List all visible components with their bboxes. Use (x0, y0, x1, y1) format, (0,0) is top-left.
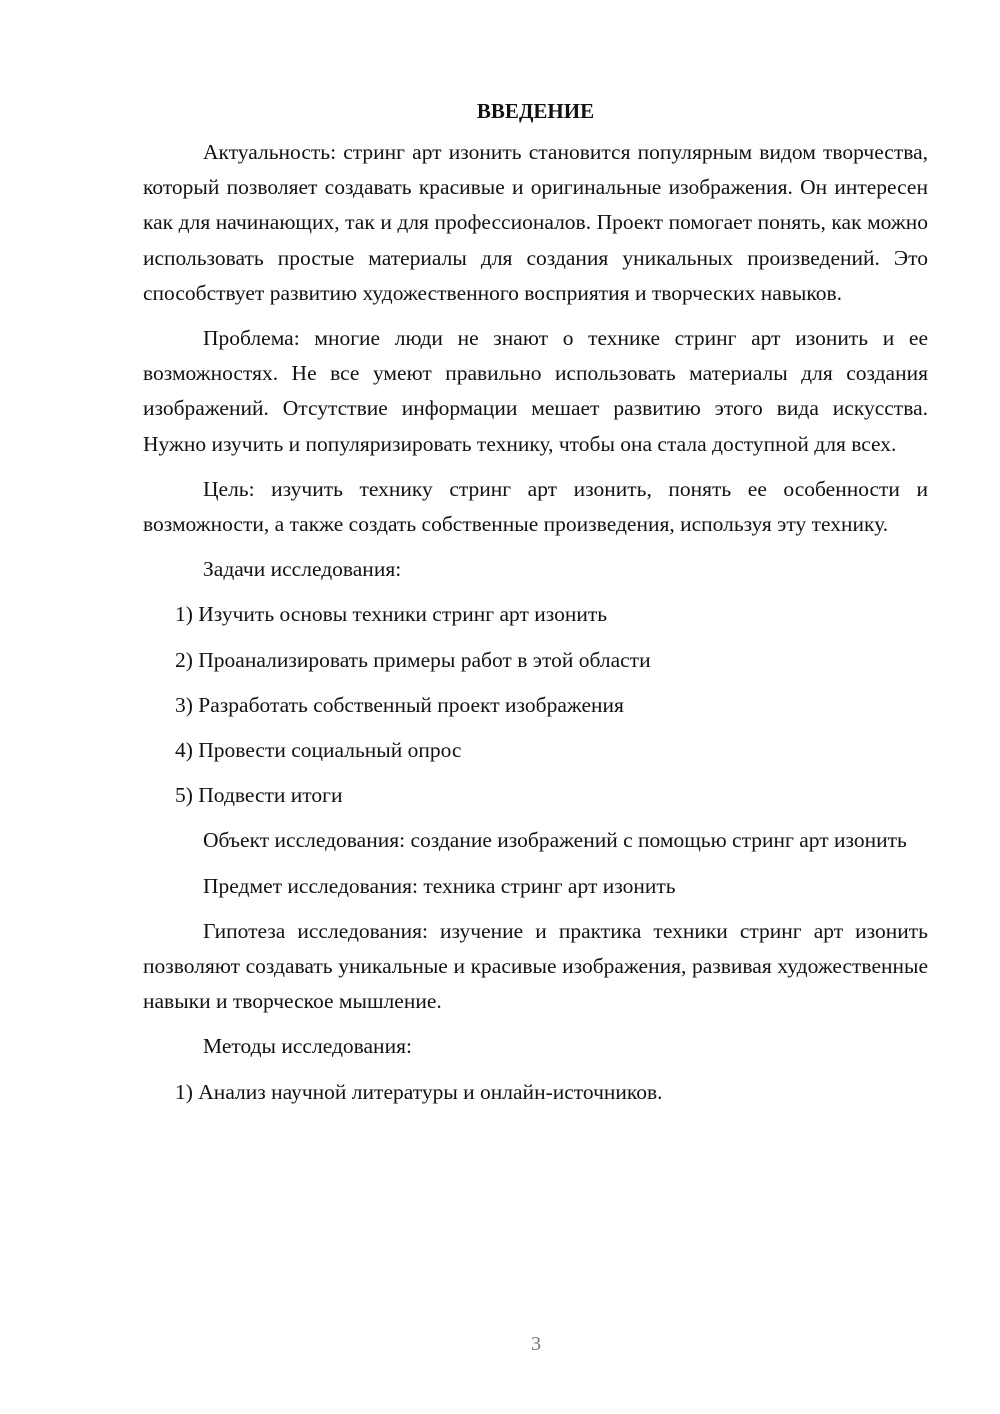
object-paragraph: Объект исследования: создание изображений с помощью стринг арт изонить (203, 828, 907, 853)
section-title: ВВЕДЕНИЕ (476, 99, 595, 123)
task-item: 1) Изучить основы техники стринг арт изонить (175, 602, 608, 627)
goal-paragraph: Цель: изучить технику стринг арт изонить, понять ее особенности и возможности, а также создать собственные произведения, используя эту технику. (143, 476, 928, 537)
task-item: 2) Проанализировать примеры работ в этой области (175, 647, 651, 672)
subject-paragraph: Предмет исследования: техника стринг арт изонить (203, 873, 676, 898)
page-number: 3 (531, 1333, 541, 1355)
relevance-paragraph: Актуальность: стринг арт изонить становится популярным видом творчества, который позволяет создавать красивые и оригинальные изображения. Он интересен как для начинающих, так и для профессионалов. Проект помогает понять, как можно использовать простые материалы для создания уникальных произведений. Это способствует развитию художественного восприятия и творческих навыков. (143, 140, 928, 305)
methods-heading: Методы исследования: (203, 1034, 412, 1059)
document-page (143, 96, 928, 1120)
method-item: 1) Анализ научной литературы и онлайн-источников. (175, 1079, 663, 1104)
hypothesis-paragraph: Гипотеза исследования: изучение и практика техники стринг арт изонить позволяют создавать уникальные и красивые изображения, развивая художественные навыки и творческое мышление. (143, 918, 928, 1014)
task-item: 3) Разработать собственный проект изображения (175, 692, 624, 717)
task-item: 5) Подвести итоги (175, 783, 343, 808)
problem-paragraph: Проблема: многие люди не знают о технике стринг арт изонить и ее возможностях. Не все умеют правильно использовать материалы для создания изображений. Отсутствие информации мешает развитию этого вида искусства. Нужно изучить и популяризировать технику, чтобы она стала доступной для всех. (143, 326, 928, 456)
task-item: 4) Провести социальный опрос (175, 738, 462, 763)
tasks-heading: Задачи исследования: (203, 557, 402, 582)
